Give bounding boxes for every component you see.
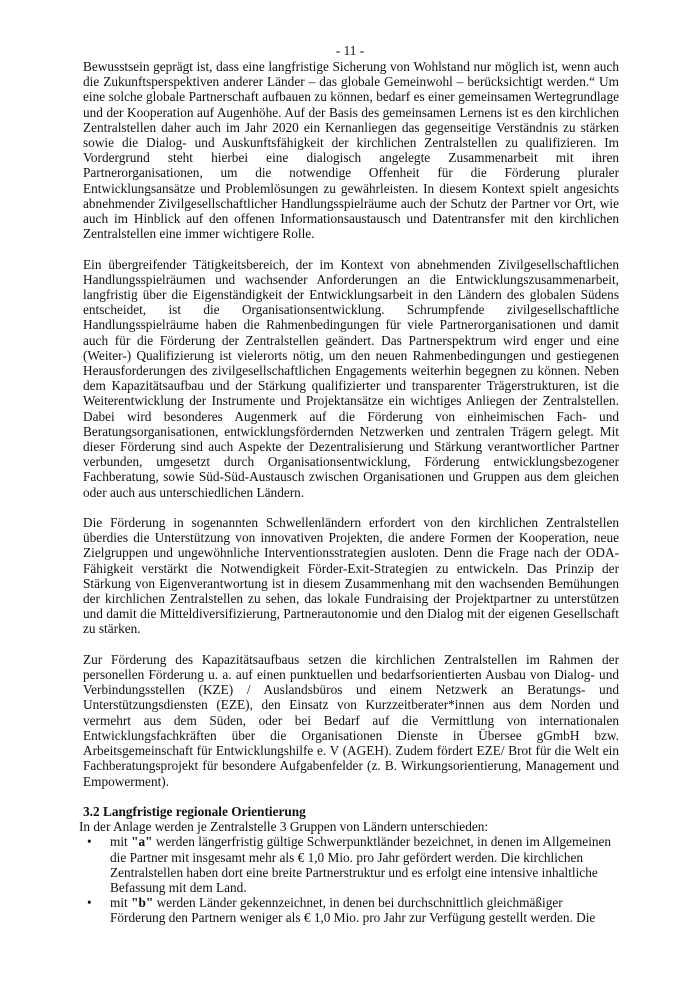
- page-content: [79, 59, 619, 926]
- list-item-prefix: mit: [110, 834, 128, 850]
- list-item-text: werden längerfristig gültige Schwerpunktländer bezeichnet, in denen im Allgemeinen die Partner mit insgesamt mehr als € 1,0 Mio. pro Jahr gefördert werden. Die kirchlichen Zentralstellen haben dort eine breite Partnerstruktur und es erfolgt eine intensive inhaltliche Befassung mit dem Land.: [110, 834, 612, 895]
- page-number: - 11 -: [335, 43, 365, 58]
- paragraph-1: Bewusstsein geprägt ist, dass eine langfristige Sicherung von Wohlstand nur möglich ist, wenn auch die Zukunftsperspektiven anderer Länder – das globale Gemeinwohl – berücksichtigt werden.“ Um eine solche globale Partnerschaft aufbauen zu können, bedarf es einer gemeinsamen Wertegrundlage und der Kooperation auf Augenhöhe. Auf der Basis des gemeinsamen Lernens ist es den kirchlichen Zentralstellen daher auch im Jahr 2020 ein Kernanliegen das gegenseitige Verständnis zu stärken sowie die Dialog- und Auskunftsfähigkeit der kirchlichen Zentralstellen zu qualifizieren. Im Vordergrund steht hierbei eine dialogisch angelegte Zusammenarbeit mit ihren Partnerorganisationen, um die notwendige Offenheit für die Förderung pluraler Entwicklungsansätze und Problemlösungen zu gewährleisten. In diesem Kontext spielt angesichts abnehmender Zivilgesellschaftlicher Handlungsspielräume auch der Schutz der Partner vor Ort, wie auch im Hinblick auf den offenen Informationsaustausch und Datentransfer mit den kirchlichen Zentralstellen eine immer wichtigere Rolle.: [83, 59, 619, 242]
- list-item-tag: "b": [131, 895, 154, 911]
- list-item: [83, 834, 619, 895]
- section-heading: 3.2 Langfristige regionale Orientierung: [83, 803, 306, 819]
- list-item: [83, 895, 619, 925]
- paragraph-2: Ein übergreifender Tätigkeitsbereich, der im Kontext von abnehmenden Zivilgesellschaftlichen Handlungsspielräumen und wachsender Anforderungen an die Entwicklungszusammenarbeit, langfristig über die Eigenständigkeit der Entwicklungsarbeit in den Ländern des globalen Südens entscheidet, ist die Organisationsentwicklung. Schrumpfende zivilgesellschaftliche Handlungsspielräume haben die Rahmenbedingungen für viele Partnerorganisationen und damit auch für die Förderung der Zentralstellen geändert. Das Partnerspektrum wird enger und eine (Weiter-) Qualifizierung ist vielerorts nötig, um den neuen Rahmenbedingungen und gestiegenen Herausforderungen des zivilgesellschaftlichen Engagements weiterhin begegnen zu können. Neben dem Kapazitätsaufbau und der Stärkung qualifizierter und transparenter Trägerstrukturen, ist die Weiterentwicklung der Instrumente und Projektansätze ein wichtiges Anliegen der Zentralstellen. Dabei wird besonderes Augenmerk auf die Förderung von einheimischen Fach- und Beratungsorganisationen, entwicklungsfördernden Netzwerken und zentralen Trägern gelegt. Mit dieser Förderung sind auch Aspekte der Dezentralisierung und Stärkung verantwortlicher Partner verbunden, umgesetzt durch Organisationsentwicklung, Förderung entwicklungsbezogener Fachberatung, sowie Süd-Süd-Austausch zwischen Organisationen und Gruppen aus dem gleichen oder auch aus unterschiedlichen Ländern.: [83, 256, 619, 500]
- paragraph-3: Die Förderung in sogenannten Schwellenländern erfordert von den kirchlichen Zentralstellen überdies die Unterstützung von innovativen Projekten, die andere Formen der Kooperation, neue Zielgruppen und ungewöhnliche Interventionsstrategien ausloten. Denn die Frage nach der ODA-Fähigkeit verstärkt die Notwendigkeit Förder-Exit-Strategien zu entwickeln. Das Prinzip der Stärkung von Eigenverantwortung ist in diesem Zusammenhang mit den wachsenden Bemühungen der kirchlichen Zentralstellen zu sehen, das lokale Fundraising der Projektpartner zu unterstützen und damit die Mitteldiversifizierung, Partnerautonomie und den Dialog mit der eigenen Gesellschaft zu stärken.: [83, 515, 619, 637]
- bullet-icon: •: [87, 834, 92, 850]
- list-item-prefix: mit: [110, 895, 128, 911]
- bullet-icon: •: [87, 895, 92, 911]
- list-item-tag: "a": [131, 834, 153, 850]
- list-item-text: werden Länder gekennzeichnet, in denen bei durchschnittlich gleichmäßiger Förderung den Partnern weniger als € 1,0 Mio. pro Jahr zur Verfügung gestellt werden. Die: [110, 895, 596, 926]
- paragraph-4: Zur Förderung des Kapazitätsaufbaus setzen die kirchlichen Zentralstellen im Rahmen der personellen Förderung u. a. auf einen punktuellen und bedarfsorientierten Ausbau von Dialog- und Verbindungsstellen (KZE) / Auslandsbüros und einem Netzwerk an Beratungs- und Unterstützungsdiensten (EZE), den Einsatz von Kurzzeitberater*innen aus dem Norden und vermehrt aus dem Süden, oder bei Bedarf auf die Vermittlung von internationalen Entwicklungsfachkräften über die Organisationen Dienste in Übersee gGmbH bzw. Arbeitsgemeinschaft für Entwicklungshilfe e. V (AGEH). Zudem fördert EZE/ Brot für die Welt ein Fachberatungsprojekt für besondere Aufgabenfelder (z. B. Wirkungsorientierung, Management und Empowerment).: [83, 651, 619, 789]
- country-group-list: [83, 834, 619, 925]
- section-intro: In der Anlage werden je Zentralstelle 3 Gruppen von Ländern unterschieden:: [79, 819, 489, 835]
